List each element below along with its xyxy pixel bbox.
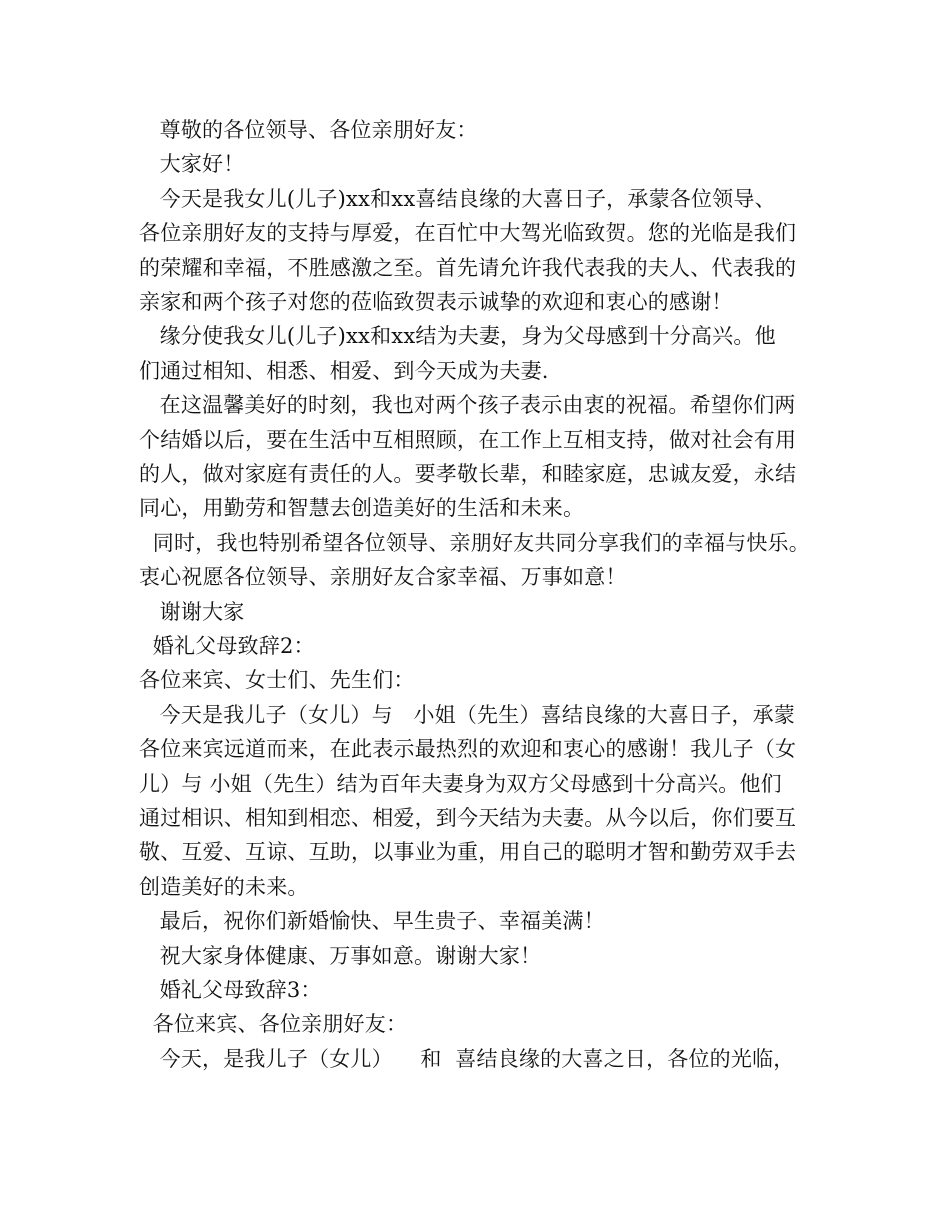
text-line: 谢谢大家 bbox=[139, 599, 245, 624]
text-line: 同心，用勤劳和智慧去创造美好的生活和未来。 bbox=[139, 496, 585, 521]
text-line: 今天，是我儿子（女儿） 和 喜结良缘的大喜之日，各位的光临， bbox=[139, 1046, 795, 1071]
text-line: 各位亲朋好友的支持与厚爱，在百忙中大驾光临致贺。您的光临是我们 bbox=[139, 221, 797, 246]
text-line: 今天是我女儿(儿子)xx和xx喜结良缘的大喜日子，承蒙各位领导、 bbox=[139, 186, 776, 211]
text-line: 敬、互爱、互谅、互助，以事业为重，用自己的聪明才智和勤劳双手去 bbox=[139, 840, 797, 865]
text-line: 们通过相知、相悉、相爱、到今天成为夫妻. bbox=[139, 358, 549, 383]
text-line: 在这温馨美好的时刻，我也对两个孩子表示由衷的祝福。希望你们两 bbox=[139, 393, 796, 418]
text-line: 儿）与 小姐（先生）结为百年夫妻身为双方父母感到十分高兴。他们 bbox=[139, 771, 782, 796]
text-line: 各位来宾、女士们、先生们： bbox=[139, 668, 415, 693]
text-line: 各位来宾、各位亲朋好友： bbox=[139, 1012, 408, 1037]
text-line: 今天是我儿子（女儿）与 小姐（先生）喜结良缘的大喜日子，承蒙 bbox=[139, 702, 796, 727]
text-line: 创造美好的未来。 bbox=[139, 874, 309, 899]
text-line: 各位来宾远道而来，在此表示最热烈的欢迎和衷心的感谢！我儿子（女 bbox=[139, 737, 797, 762]
text-line: 通过相识、相知到相恋、相爱，到今天结为夫妻。从今以后，你们要互 bbox=[139, 806, 797, 830]
text-line: 大家好！ bbox=[139, 152, 245, 177]
text-line: 个结婚以后，要在生活中互相照顾，在工作上互相支持，做对社会有用 bbox=[139, 427, 797, 452]
text-line: 的荣耀和幸福，不胜感激之至。首先请允许我代表我的夫人、代表我的 bbox=[139, 255, 797, 280]
text-line: 婚礼父母致辞2： bbox=[139, 634, 315, 658]
text-line: 祝大家身体健康、万事如意。谢谢大家！ bbox=[139, 943, 542, 968]
text-line: 衷心祝愿各位领导、亲朋好友合家幸福、万事如意！ bbox=[139, 565, 627, 590]
text-line: 婚礼父母致辞3： bbox=[139, 978, 322, 1002]
text-line: 同时，我也特别希望各位领导、亲朋好友共同分享我们的幸福与快乐。 bbox=[139, 530, 810, 555]
text-line: 亲家和两个孩子对您的莅临致贺表示诚挚的欢迎和衷心的感谢！ bbox=[139, 290, 733, 314]
text-line: 尊敬的各位领导、各位亲朋好友： bbox=[139, 118, 478, 142]
text-line: 的人，做对家庭有责任的人。要孝敬长辈，和睦家庭，忠诚友爱，永结 bbox=[139, 462, 797, 486]
text-line: 缘分使我女儿(儿子)xx和xx结为夫妻，身为父母感到十分高兴。他 bbox=[139, 324, 776, 349]
text-line: 最后，祝你们新婚愉快、早生贵子、幸福美满！ bbox=[139, 909, 605, 934]
